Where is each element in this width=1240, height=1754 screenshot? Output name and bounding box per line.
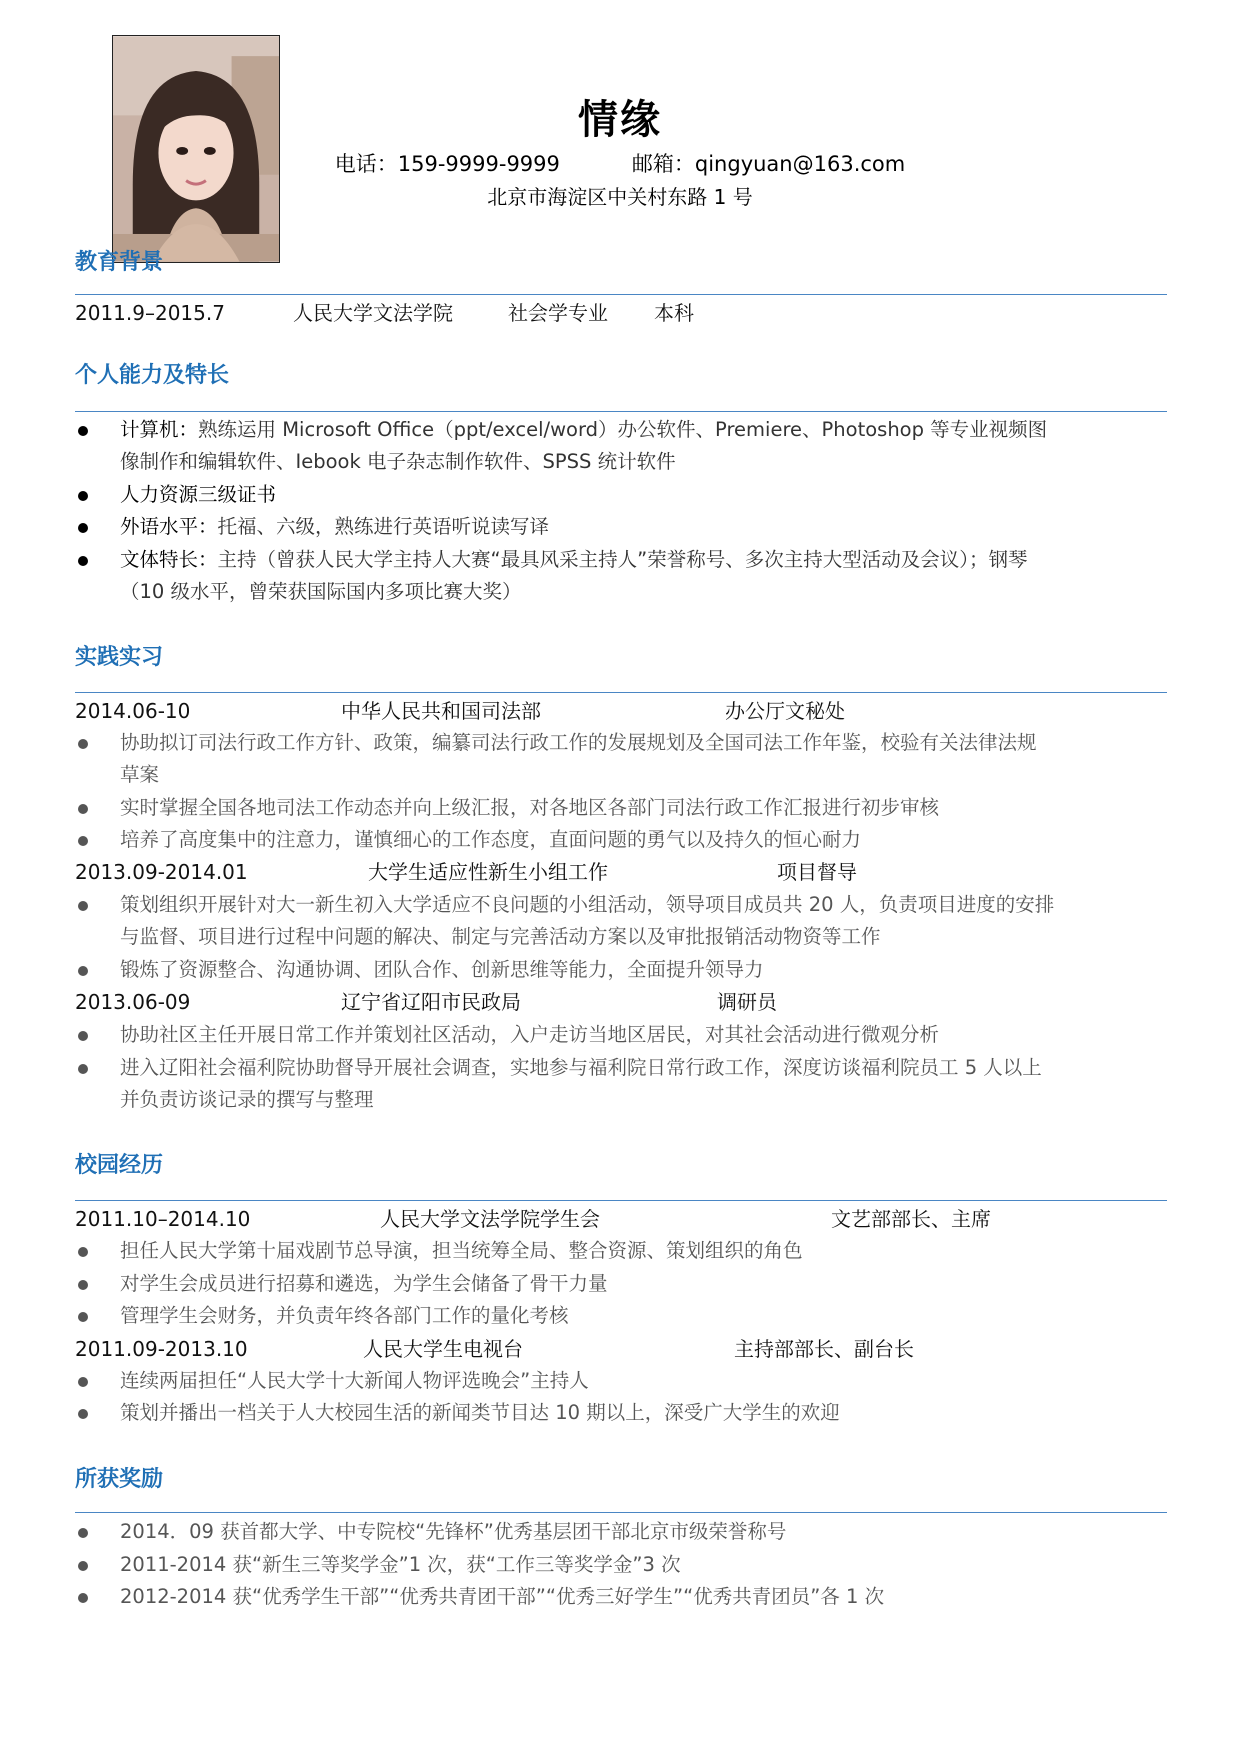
skill-text-cont: （10 级水平，曾荣获国际国内多项比赛大奖） xyxy=(120,580,522,603)
entry-role: 主持部部长、副台长 xyxy=(734,1337,914,1361)
skill-label: 计算机： xyxy=(120,418,199,441)
education-degree: 本科 xyxy=(654,301,694,325)
section-title-awards: 所获奖励 xyxy=(75,1467,164,1492)
section-title-education: 教育背景 xyxy=(75,250,164,275)
skill-label: 外语水平： xyxy=(120,515,218,538)
entry-date: 2013.06-09 xyxy=(75,990,191,1014)
bullet-dot xyxy=(78,739,88,749)
section-divider xyxy=(75,692,1167,693)
entry-role: 文艺部部长、主席 xyxy=(831,1207,991,1231)
entry-date: 2014.06-10 xyxy=(75,699,191,723)
section-divider xyxy=(75,411,1167,412)
bullet-dot xyxy=(78,523,88,533)
entry-date: 2013.09-2014.01 xyxy=(75,860,248,884)
skill-text-cont: 像制作和编辑软件、Iebook 电子杂志制作软件、SPSS 统计软件 xyxy=(120,450,676,473)
section-title-campus: 校园经历 xyxy=(75,1153,164,1178)
bullet-dot xyxy=(78,1377,88,1387)
education-major: 社会学专业 xyxy=(508,301,608,325)
bullet-dot xyxy=(78,1247,88,1257)
bullet-dot xyxy=(78,1593,88,1603)
entry-date: 2011.09-2013.10 xyxy=(75,1337,248,1361)
bullet-dot xyxy=(78,1280,88,1290)
entry-role: 项目督导 xyxy=(777,860,857,884)
entry-org: 中华人民共和国司法部 xyxy=(341,699,541,723)
entry-org: 大学生适应性新生小组工作 xyxy=(368,860,608,884)
entry-org: 人民大学生电视台 xyxy=(363,1337,523,1361)
entry-org: 人民大学文法学院学生会 xyxy=(380,1207,600,1231)
bullet-dot xyxy=(78,1528,88,1538)
bullet-dot xyxy=(78,426,88,436)
section-divider xyxy=(75,1200,1167,1201)
contact-line xyxy=(0,148,1240,178)
skill-text: 托福、六级，熟练进行英语听说读写译 xyxy=(217,515,550,538)
section-divider xyxy=(75,294,1167,295)
skill-text: 主持（曾获人民大学主持人大赛“最具风采主持人”荣誉称号、多次主持大型活动及会议）；钢琴 xyxy=(217,548,1028,571)
bullet-dot xyxy=(78,804,88,814)
education-school: 人民大学文法学院 xyxy=(293,301,453,325)
bullet-dot xyxy=(78,491,88,501)
bullet-dot xyxy=(78,1409,88,1419)
entry-role: 调研员 xyxy=(717,990,777,1014)
entry-date: 2011.10–2014.10 xyxy=(75,1207,251,1231)
section-title-skills: 个人能力及特长 xyxy=(75,363,230,388)
bullet-dot xyxy=(78,556,88,566)
skill-label: 文体特长： xyxy=(120,548,218,571)
skill-label: 人力资源三级证书 xyxy=(120,483,277,506)
candidate-name: 情缘 xyxy=(578,97,662,143)
section-title-practice: 实践实习 xyxy=(75,645,164,670)
entry-org: 辽宁省辽阳市民政局 xyxy=(341,990,521,1014)
email-address: 邮箱：qingyuan@163.com xyxy=(631,152,906,176)
section-divider xyxy=(75,1512,1167,1513)
skill-text: 熟练运用 Microsoft Office（ppt/excel/word）办公软件、Premiere、Photoshop 等专业视频图 xyxy=(198,418,1048,441)
bullet-dot xyxy=(78,901,88,911)
bullet-dot xyxy=(78,1561,88,1571)
phone-number: 电话：159-9999-9999 xyxy=(334,152,560,176)
bullet-dot xyxy=(78,966,88,976)
education-period: 2011.9–2015.7 xyxy=(75,301,225,325)
bullet-dot xyxy=(78,1064,88,1074)
bullet-dot xyxy=(78,1312,88,1322)
home-address: 北京市海淀区中关村东路 1 号 xyxy=(487,185,753,209)
entry-role: 办公厅文秘处 xyxy=(725,699,845,723)
bullet-dot xyxy=(78,836,88,846)
bullet-dot xyxy=(78,1031,88,1041)
